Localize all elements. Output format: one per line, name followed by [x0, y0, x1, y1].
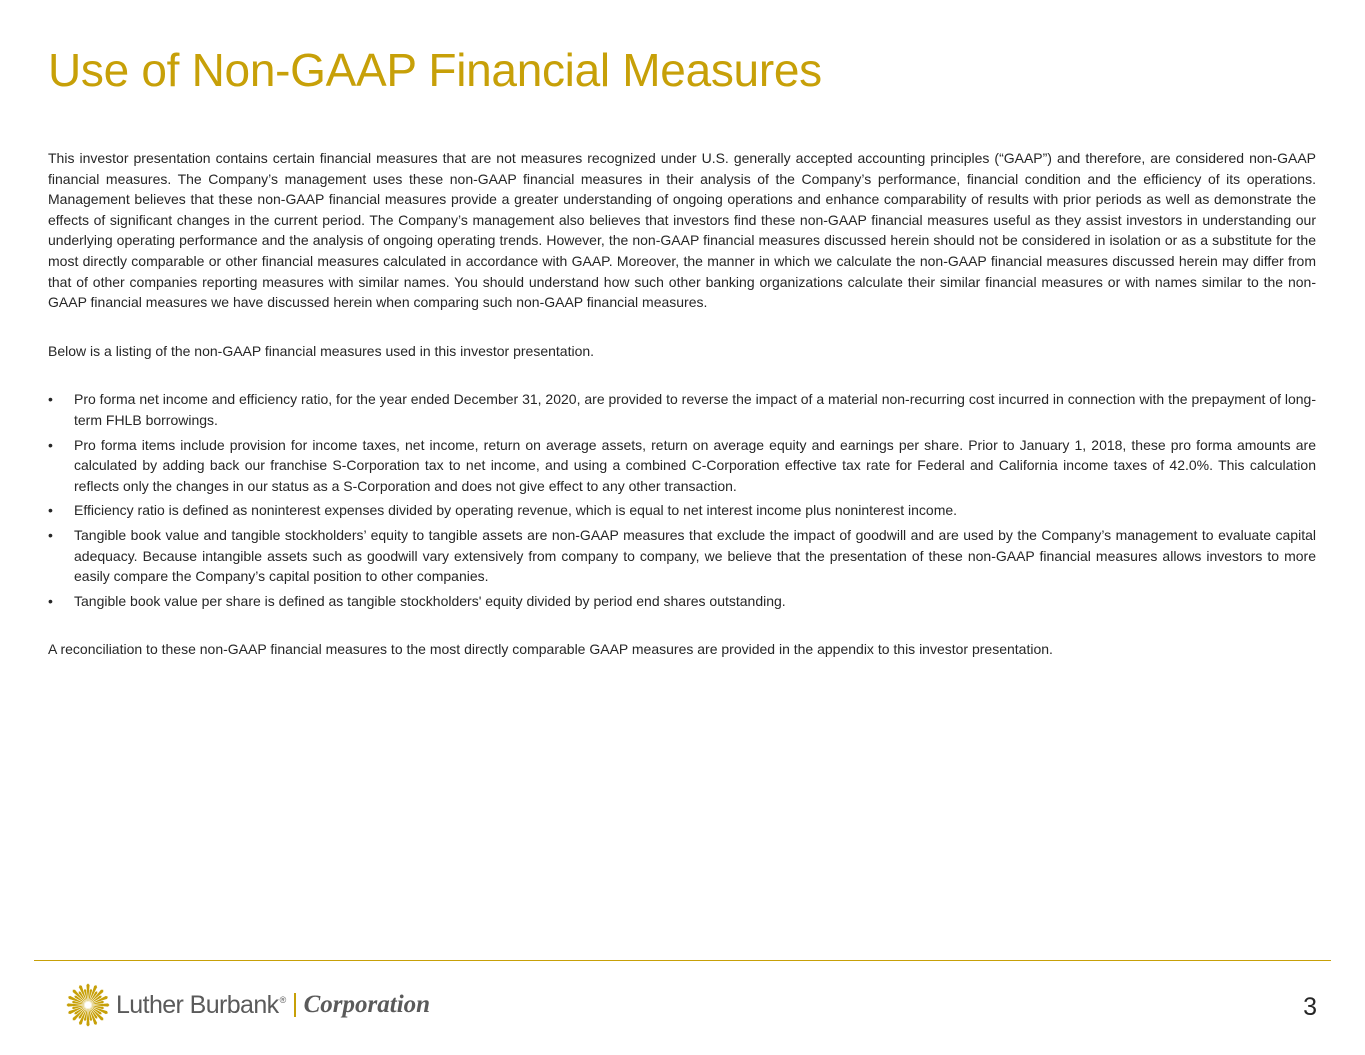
list-item-text: Tangible book value and tangible stockholders’ equity to tangible assets are non-GAAP measures that exclude the impact of goodwill and are used by the Company’s management to evaluate capital adequacy. Because intangible assets such as goodwill vary extensively from company to company, we believe that the presentation of these non-GAAP financial measures allows investors to more easily compare the Company’s capital position to other companies.: [74, 526, 1316, 585]
content-body: [48, 148, 1316, 660]
measures-list: [48, 389, 1316, 611]
intro-paragraph: This investor presentation contains certain financial measures that are not measures recognized under U.S. generally accepted accounting principles (“GAAP”) and therefore, are considered non-GAAP financial measures. The Company’s management uses these non-GAAP financial measures in their analysis of the Company’s performance, financial condition and the efficiency of its operations. Management believes that these non-GAAP financial measures provide a greater understanding of ongoing operations and enhance comparability of results with prior periods as well as demonstrate the effects of significant changes in the current period. The Company’s management also believes that investors find these non-GAAP financial measures useful as they assist investors in understanding our underlying operating performance and the analysis of ongoing operating trends. However, the non-GAAP financial measures discussed herein should not be considered in isolation or as a substitute for the most directly comparable or other financial measures calculated in accordance with GAAP. Moreover, the manner in which we calculate the non-GAAP financial measures discussed herein may differ from that of other companies reporting measures with similar names. You should understand how such other banking organizations calculate their similar financial measures or with names similar to the non-GAAP financial measures we have discussed herein when comparing such non-GAAP financial measures.: [48, 150, 1316, 311]
footer-divider: [34, 960, 1331, 961]
page-number: 3: [1303, 993, 1317, 1021]
list-item: [48, 591, 1316, 612]
list-item-text: Pro forma net income and efficiency ratio, for the year ended December 31, 2020, are provided to reverse the impact of a material non-recurring cost incurred in connection with the prepayment of long-term FHLB borrowings.: [74, 391, 1316, 428]
listing-intro: Below is a listing of the non-GAAP financial measures used in this investor presentation.: [48, 342, 595, 359]
list-item: [48, 389, 1316, 430]
bullet-marker: •: [48, 526, 53, 543]
bullet-marker: •: [48, 436, 53, 453]
bullet-marker: •: [48, 502, 53, 519]
bullet-marker: •: [48, 391, 53, 408]
list-item: [48, 500, 1316, 521]
list-item-text: Efficiency ratio is defined as noninterest expenses divided by operating revenue, which is equal to net interest income plus noninterest income.: [74, 502, 958, 519]
sunburst-icon: [66, 983, 110, 1027]
list-item-text: Pro forma items include provision for income taxes, net income, return on average assets, return on average equity and earnings per share. Prior to January 1, 2018, these pro forma amounts are calculated by adding back our franchise S-Corporation tax to net income, and using a combined C-Corporation effective tax rate for Federal and California income taxes of 42.0%. This calculation reflects only the changes in our status as a S-Corporation and does not give effect to any other transaction.: [74, 436, 1316, 494]
page-title: Use of Non-GAAP Financial Measures: [48, 44, 822, 96]
list-item: [48, 525, 1316, 587]
company-logo: [66, 982, 430, 1028]
logo-separator: [294, 993, 296, 1017]
logo-corporation: Corporation: [303, 991, 431, 1018]
bullet-marker: •: [48, 592, 53, 609]
list-item: [48, 435, 1316, 497]
registered-mark: ®: [279, 995, 286, 1006]
list-item-text: Tangible book value per share is defined as tangible stockholders' equity divided by period end shares outstanding.: [74, 592, 786, 609]
closing-paragraph: A reconciliation to these non-GAAP financial measures to the most directly comparable GAAP measures are provided in the appendix to this investor presentation.: [48, 641, 1053, 658]
logo-wordmark: Luther Burbank®: [116, 990, 286, 1019]
